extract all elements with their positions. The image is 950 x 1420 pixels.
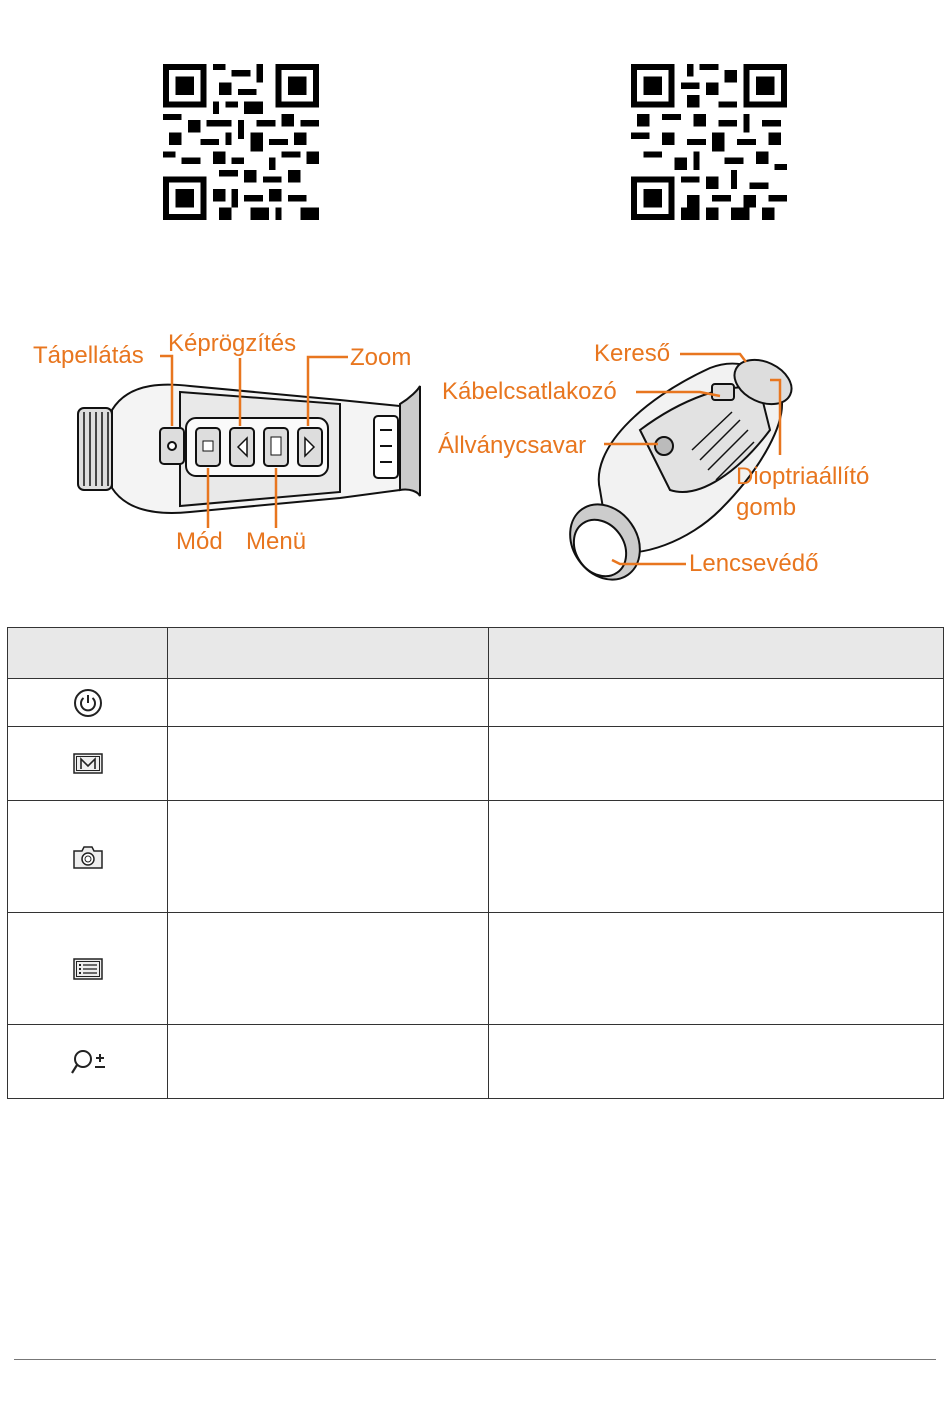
- table-cell: [168, 1025, 489, 1099]
- table-cell: [489, 1025, 944, 1099]
- table-icon-cell: [8, 727, 168, 801]
- table-icon-cell: [8, 1025, 168, 1099]
- camera-icon: [72, 844, 104, 870]
- label-tripod-screw: Állványcsavar: [438, 432, 587, 459]
- label-eyepiece: Kereső: [594, 340, 671, 367]
- menu-icon: [73, 957, 103, 981]
- label-zoom: Zoom: [350, 344, 412, 371]
- label-diopter-line2: gomb: [736, 494, 797, 521]
- table-icon-cell: [8, 801, 168, 913]
- table-header-cell: [168, 628, 489, 679]
- button-function-table: [7, 627, 944, 1099]
- table-row: [8, 913, 944, 1025]
- table-header-cell: [489, 628, 944, 679]
- label-menu: Menü: [246, 528, 307, 555]
- table-row: [8, 801, 944, 913]
- label-power: Tápellátás: [33, 342, 144, 369]
- table-header-row: [8, 628, 944, 679]
- label-mode: Mód: [176, 528, 223, 555]
- table-cell: [168, 913, 489, 1025]
- table-cell: [168, 727, 489, 801]
- table-cell: [489, 913, 944, 1025]
- table-header-cell: [8, 628, 168, 679]
- table-icon-cell: [8, 679, 168, 727]
- zoom-icon: [69, 1047, 107, 1077]
- table-cell: [489, 801, 944, 913]
- table-cell: [489, 727, 944, 801]
- table-cell: [489, 679, 944, 727]
- qr-code-right: [631, 64, 787, 220]
- table-row: [8, 727, 944, 801]
- table-row: [8, 1025, 944, 1099]
- label-lens-cover: Lencsevédő: [689, 550, 819, 577]
- label-cable-port: Kábelcsatlakozó: [442, 378, 617, 405]
- table-cell: [168, 801, 489, 913]
- table-cell: [168, 679, 489, 727]
- label-capture: Képrögzítés: [168, 330, 297, 357]
- table-row: [8, 679, 944, 727]
- qr-code-left: [163, 64, 319, 220]
- label-diopter-line1: Dioptriaállító: [736, 463, 870, 490]
- power-icon: [73, 688, 103, 718]
- footer-divider: [14, 1359, 936, 1360]
- mode-icon: [73, 752, 103, 776]
- table-icon-cell: [8, 913, 168, 1025]
- front-view-device: [78, 385, 420, 513]
